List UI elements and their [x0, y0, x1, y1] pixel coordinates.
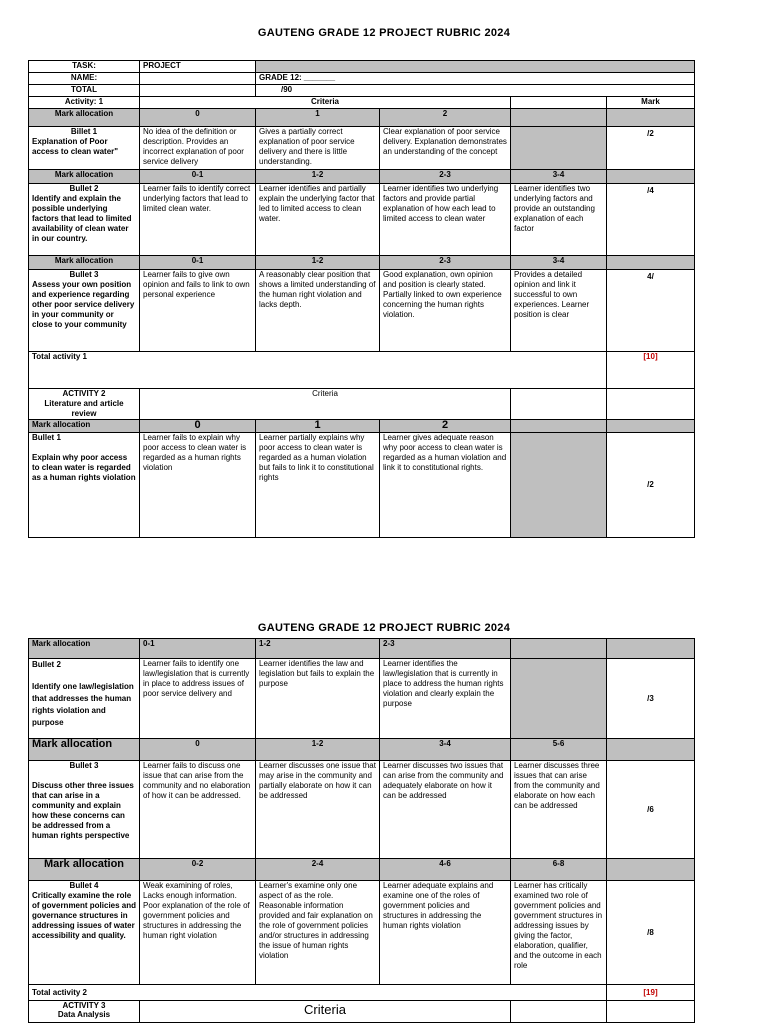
name-label: NAME: [29, 73, 140, 85]
mark-blank [607, 1001, 695, 1023]
alloc-blank [607, 639, 695, 659]
criteria-cell: Learner discusses three issues that can arise from the community and elaborate on how each can be addressed [511, 761, 607, 859]
mark-allocation-label: Mark allocation [29, 256, 140, 270]
alloc-blank [607, 420, 695, 433]
criteria-cell: No idea of the definition or description. Provides an incorrect explanation of poor service delivery [140, 127, 256, 170]
criteria-cell: Learner identifies two underlying factors and provide an outstanding explanation of each factor [511, 184, 607, 256]
page-2-title: GAUTENG GRADE 12 PROJECT RUBRIC 2024 [257, 622, 511, 634]
bullet-text: Identify and explain the possible underlying factors that lead to limited availability of clean water in our country. [32, 194, 132, 243]
alloc-level [511, 639, 607, 659]
alloc-blank [607, 170, 695, 184]
criteria-blank [511, 97, 607, 109]
activity-2-criteria: Criteria [140, 389, 511, 420]
alloc-level: 0-1 [140, 256, 256, 270]
grade-label[interactable]: GRADE 12: _______ [256, 73, 695, 85]
bullet-cell [29, 761, 140, 859]
criteria-cell [511, 433, 607, 538]
alloc-blank [607, 109, 695, 127]
alloc-level: 0-1 [140, 639, 256, 659]
bullet-title: Bullet 2 [32, 660, 61, 669]
alloc-level: 1 [256, 109, 380, 127]
criteria-heading: Criteria [140, 97, 511, 109]
task-label: TASK: [29, 61, 140, 73]
bullet-text: Critically examine the role of government policies and governance structures in addressing issues of water accessibility and quality. [32, 891, 137, 940]
alloc-level: 3-4 [511, 256, 607, 270]
total-activity-2-value: [19] [607, 985, 695, 1001]
criteria-blank [511, 389, 607, 420]
mark-cell: /6 [607, 761, 695, 859]
task-blank [256, 61, 695, 73]
alloc-level: 1-2 [256, 170, 380, 184]
mark-allocation-label: Mark allocation [29, 170, 140, 184]
criteria-cell: Learner fails to identify correct underlying factors that lead to limited clean water. [140, 184, 256, 256]
alloc-level: 5-6 [511, 739, 607, 761]
criteria-cell: Learner discusses two issues that can arise from the community and adequately elaborate on how it can be addressed [380, 761, 511, 859]
alloc-level: 0-2 [140, 859, 256, 881]
mark-allocation-label: Mark allocation [29, 859, 140, 881]
alloc-level: 0 [140, 420, 256, 433]
criteria-cell [511, 127, 607, 170]
criteria-cell: Gives a partially correct explanation of poor service delivery and there is little understanding. [256, 127, 380, 170]
criteria-cell: Provides a detailed opinion and link it successful to own experiences. Learner position is clear [511, 270, 607, 352]
criteria-cell: Learner fails to explain why poor access to clean water is regarded as a human rights violation [140, 433, 256, 538]
alloc-level: 1-2 [256, 256, 380, 270]
bullet-text: Explain why poor access to clean water is regarded as a human rights violation [32, 453, 136, 482]
activity-3-label: ACTIVITY 3 Data Analysis [29, 1001, 140, 1023]
bullet-title: Bullet 3 [69, 270, 99, 279]
alloc-level: 0 [140, 739, 256, 761]
alloc-level: 2-3 [380, 256, 511, 270]
criteria-cell: Learner identifies and partially explain the underlying factor that led to limited access to clean water. [256, 184, 380, 256]
criteria-cell: Learner fails to identify one law/legislation that is currently in place to address issues of poor service delivery and [140, 659, 256, 739]
total-activity-1-value: [10] [607, 352, 695, 389]
criteria-cell: Learner adequate explains and examine one of the roles of government policies and structures in addressing the human rights violation [380, 881, 511, 985]
bullet-title: Billet 1 [70, 127, 98, 136]
alloc-level: 2 [380, 420, 511, 433]
mark-cell: 4/ [607, 270, 695, 352]
mark-heading: Mark [607, 97, 695, 109]
criteria-cell: Clear explanation of poor service delivery. Explanation demonstrates an understanding of the concept [380, 127, 511, 170]
alloc-level: 2 [380, 109, 511, 127]
criteria-cell: Learner gives adequate reason why poor access to clean water is regarded as a human violation and link it to constitutional rights. [380, 433, 511, 538]
bullet-title: Bullet 3 [69, 761, 99, 770]
alloc-level [511, 109, 607, 127]
criteria-blank [511, 1001, 607, 1023]
bullet-cell [29, 659, 140, 739]
criteria-cell: Learner discusses one issue that may arise in the community and partially elaborate on how it can be addressed [256, 761, 380, 859]
activity-3-criteria: Criteria [140, 1001, 511, 1023]
total-activity-2-label: Total activity 2 [29, 985, 607, 1001]
alloc-level: 3-4 [380, 739, 511, 761]
alloc-blank [607, 859, 695, 881]
alloc-blank [607, 256, 695, 270]
criteria-cell: A reasonably clear position that shows a limited understanding of the human right violation and lacks depth. [256, 270, 380, 352]
alloc-blank [607, 739, 695, 761]
alloc-level: 6-8 [511, 859, 607, 881]
criteria-cell [511, 659, 607, 739]
alloc-level: 1-2 [256, 639, 380, 659]
total-label: TOTAL [29, 85, 140, 97]
bullet-text: Identify one law/legislation that addresses the human rights violation and purpose [32, 682, 134, 727]
mark-cell: /8 [607, 881, 695, 985]
alloc-level: 2-3 [380, 170, 511, 184]
alloc-level: 2-4 [256, 859, 380, 881]
criteria-cell: Learner's examine only one aspect of as the role. Reasonable information provided and fair explanation on the role of government policies and/or structures in addressing the issue of human rights violation [256, 881, 380, 985]
criteria-cell: Learner identifies two underlying factors and provide partial explanation of how each lead to limited access to clean water [380, 184, 511, 256]
mark-cell: /3 [607, 659, 695, 739]
alloc-level: 2-3 [380, 639, 511, 659]
mark-cell: /4 [607, 184, 695, 256]
bullet-cell [29, 270, 140, 352]
mark-allocation-label: Mark allocation [29, 739, 140, 761]
alloc-level: 4-6 [380, 859, 511, 881]
rubric-table-activity-1 [28, 60, 695, 538]
alloc-level: 1-2 [256, 739, 380, 761]
bullet-cell [29, 184, 140, 256]
page-title: GAUTENG GRADE 12 PROJECT RUBRIC 2024 [257, 27, 511, 39]
name-field[interactable] [140, 73, 256, 85]
criteria-cell: Learner identifies the law/legislation that is currently in place to address the human rights violation and clearly explain the purpose [380, 659, 511, 739]
alloc-level: 0-1 [140, 170, 256, 184]
alloc-level [511, 420, 607, 433]
total-activity-1-label: Total activity 1 [29, 352, 607, 389]
task-value: PROJECT [140, 61, 256, 73]
criteria-cell: Learner partially explains why poor access to clean water is regarded as a human violation but fails to link it to constitutional rights [256, 433, 380, 538]
mark-blank [607, 389, 695, 420]
bullet-cell [29, 433, 140, 538]
mark-cell: /2 [607, 127, 695, 170]
activity-2-label: ACTIVITY 2 Literature and article review [29, 389, 140, 420]
criteria-cell: Good explanation, own opinion and position is clearly stated. Partially linked to own experience concerning the human rights violation. [380, 270, 511, 352]
bullet-text: Assess your own position and experience regarding other poor service delivery in your community or close to your community [32, 280, 135, 329]
bullet-title: Bullet 4 [69, 881, 99, 890]
criteria-cell: Learner fails to discuss one issue that can arise from the community and no elaboration of how it can be addressed. [140, 761, 256, 859]
criteria-cell: Learner fails to give own opinion and fails to link to own personal experience [140, 270, 256, 352]
criteria-cell: Learner has critically examined two role of government policies and government structures in addressing issues by giving the factor, elaboration, qualifier, and the outcome in each role [511, 881, 607, 985]
mark-allocation-label: Mark allocation [29, 420, 140, 433]
rubric-table-activity-2 [28, 638, 695, 1023]
alloc-level: 3-4 [511, 170, 607, 184]
alloc-level: 0 [140, 109, 256, 127]
criteria-cell: Learner identifies the law and legislation but fails to explain the purpose [256, 659, 380, 739]
total-blank [140, 85, 256, 97]
bullet-title: Bullet 2 [69, 184, 99, 193]
alloc-level: 1 [256, 420, 380, 433]
bullet-text: Explanation of Poor access to clean water" [32, 137, 119, 156]
activity-1-label: Activity: 1 [29, 97, 140, 109]
bullet-text: Discuss other three issues that can arise in a community and explain how these concerns can be addressed from a human rights perspective [32, 781, 134, 840]
criteria-cell: Weak examining of roles, Lacks enough information. Poor explanation of the role of government policies and structures in addressing the human right violation [140, 881, 256, 985]
total-value: /90 [256, 85, 695, 97]
mark-cell: /2 [607, 433, 695, 538]
mark-allocation-label: Mark allocation [29, 109, 140, 127]
bullet-cell [29, 127, 140, 170]
mark-allocation-label: Mark allocation [29, 639, 140, 659]
bullet-cell [29, 881, 140, 985]
bullet-title: Bullet 1 [32, 433, 61, 442]
